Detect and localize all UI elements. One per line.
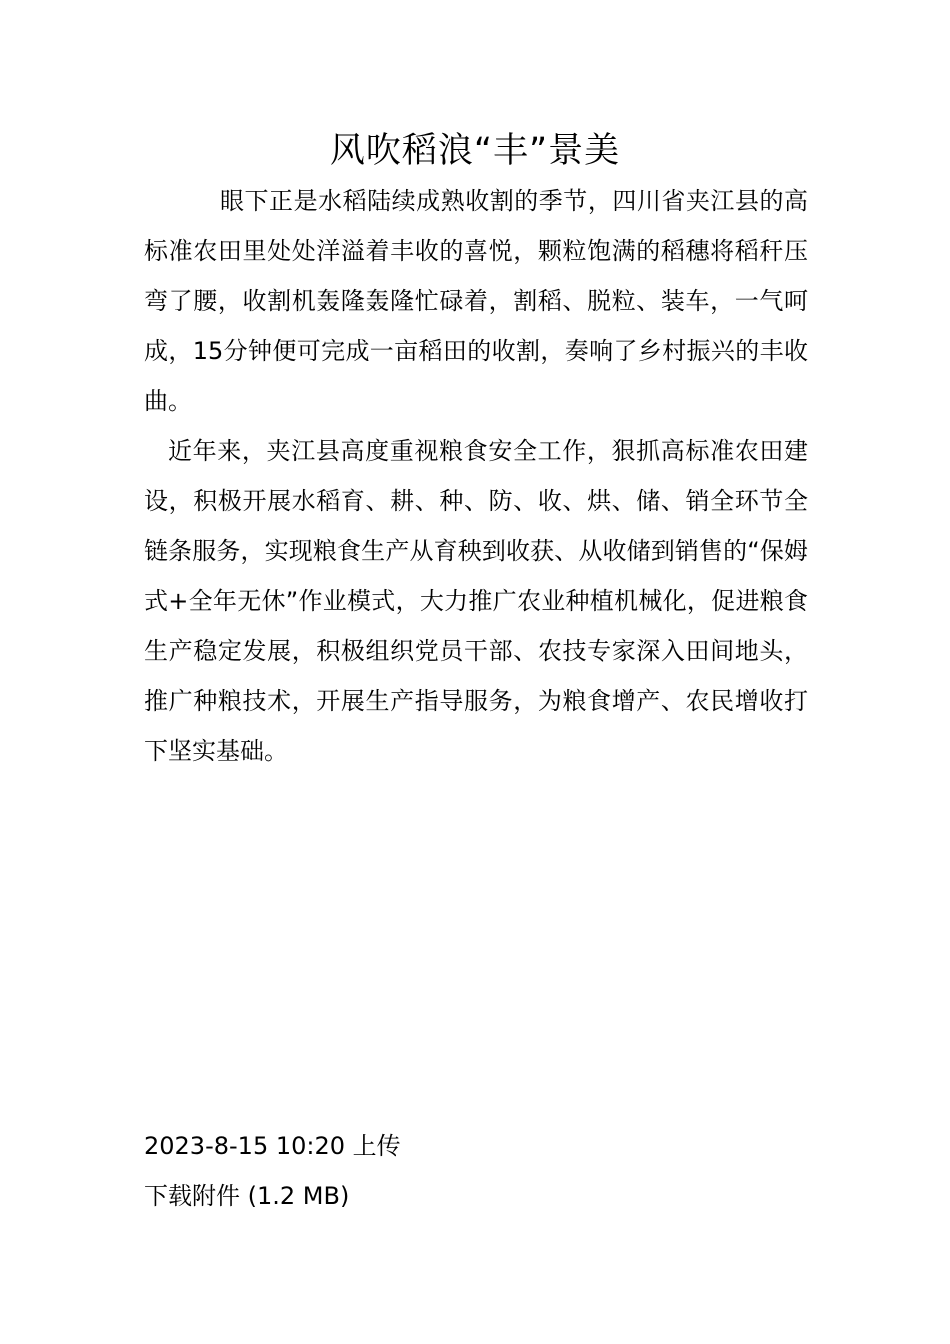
upload-timestamp: 2023-8-15 10:20 上传 — [144, 1132, 401, 1160]
article-title: 风吹稻浪“丰”景美 — [329, 131, 621, 171]
article-body — [144, 176, 808, 776]
download-attachment-link[interactable]: 下载附件 (1.2 MB) — [144, 1182, 350, 1210]
paragraph-2: 近年来，夹江县高度重视粮食安全工作，狠抓高标准农田建设，积极开展水稻育、耕、种、防、收、烘、储、销全环节全链条服务，实现粮食生产从育秧到收获、从收储到销售的“保姆式+全年无休”作业模式，大力推广农业种植机械化，促进粮食生产稳定发展，积极组织党员干部、农技专家深入田间地头，推广种粮技术，开展生产指导服务，为粮食增产、农民增收打下坚实基础。 — [144, 437, 808, 765]
paragraph-1: 眼下正是水稻陆续成熟收割的季节，四川省夹江县的高标准农田里处处洋溢着丰收的喜悦，颗粒饱满的稻穗将稻秆压弯了腰，收割机轰隆轰隆忙碌着，割稻、脱粒、装车，一气呵成，15分钟便可完成一亩稻田的收割，奏响了乡村振兴的丰收曲。 — [144, 187, 808, 415]
